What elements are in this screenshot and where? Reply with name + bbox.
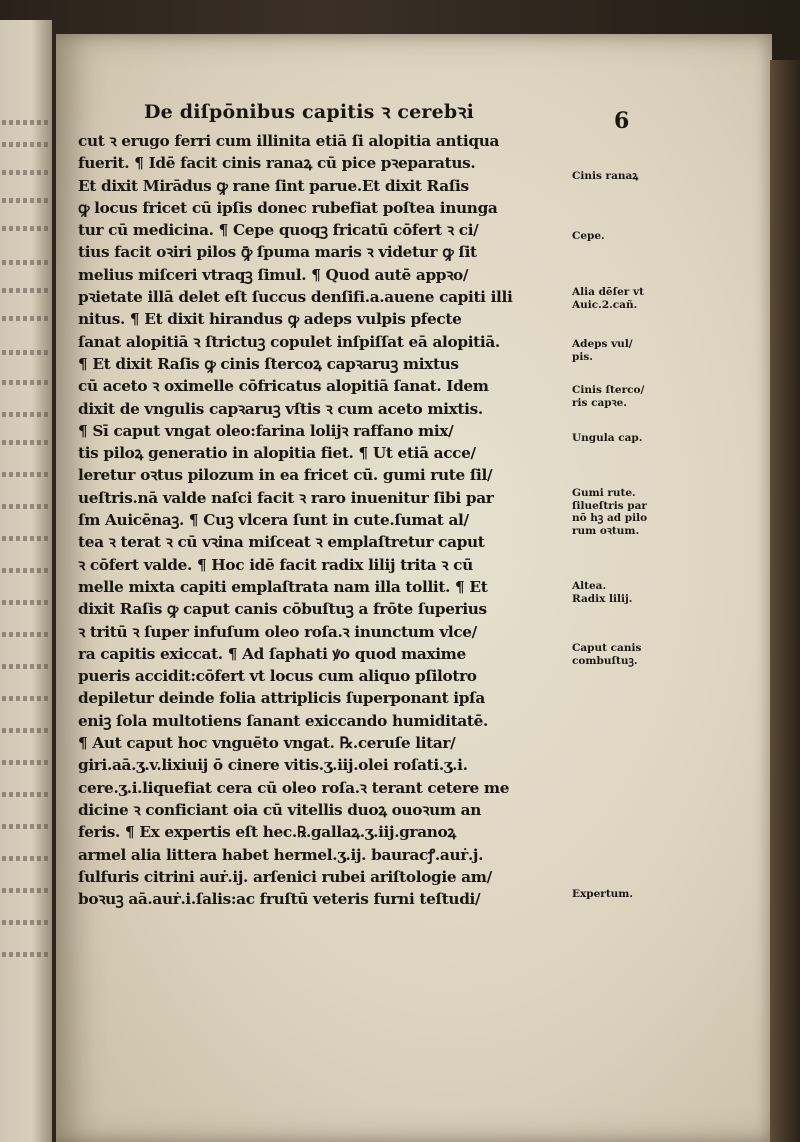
text-line: dixit Raſis ꝙ caput canis cōbuſtuꝫ a frōte ſuperius bbox=[78, 600, 487, 619]
margin-note bbox=[572, 642, 692, 667]
text-line: ꝛ cōfert valde. ¶ Hoc idē facit radix lilij trita ꝛ cū bbox=[78, 555, 473, 574]
margin-note bbox=[572, 432, 692, 445]
text-line: ꝙ locus fricet cū ipſis donec rubefiat poſtea inunga bbox=[78, 198, 498, 217]
text-line: dicine ꝛ conficiant oia cū vitellis duoꝝ ouoꝛum an bbox=[78, 800, 481, 819]
main-text-block bbox=[78, 130, 570, 910]
text-line: tur cū medicina. ¶ Cepe quoqꝫ fricatū cōfert ꝛ ci/ bbox=[78, 221, 479, 240]
margin-note-line: rum oꝛtum. bbox=[572, 524, 640, 537]
margin-note-line: Caput canis bbox=[572, 642, 642, 654]
text-line: giri.aā.ʒ.v.lixiuij ō cinere vitis.ʒ.iij.olei roſati.ʒ.i. bbox=[78, 756, 468, 775]
margin-note bbox=[572, 170, 692, 183]
margin-note-line: Adeps vul/ bbox=[572, 338, 633, 350]
margin-note-line: Cinis ranaꝝ bbox=[572, 170, 639, 182]
text-line: ¶ Et dixit Raſis ꝙ cinis ſtercoꝝ capꝛaruꝫ mixtus bbox=[78, 354, 459, 373]
margin-note bbox=[572, 384, 692, 409]
text-line: tius facit oꝛiri pilos ꝙ̄ ſpuma maris ꝛ videtur ꝙ ſit bbox=[78, 243, 477, 262]
text-line: fuerit. ¶ Idē facit cinis ranaꝝ cū pice pꝛeparatus. bbox=[78, 154, 476, 173]
margin-note bbox=[572, 888, 692, 901]
margin-note bbox=[572, 230, 692, 243]
text-line: ra capitis exiccat. ¶ Ad ſaphati ꝟo quod maxime bbox=[78, 644, 466, 663]
text-line: Et dixit Mirādus ꝙ rane ſint parue.Et dixit Raſis bbox=[78, 176, 469, 195]
running-title: De diſpōnibus capitis ꝛ cerebꝛi bbox=[144, 101, 475, 123]
page-header bbox=[138, 98, 638, 126]
text-line: ¶ Sī caput vngat oleo:farina lolijꝛ raffano mix/ bbox=[78, 421, 454, 440]
margin-note-line: Altea. bbox=[572, 580, 607, 592]
text-line: cū aceto ꝛ oximelle cōfricatus alopitiā ſanat. Idem bbox=[78, 377, 489, 396]
margin-note bbox=[572, 286, 692, 311]
text-line: tis piloꝝ generatio in alopitia fiet. ¶ Ut etiā acce/ bbox=[78, 444, 476, 463]
text-line: ſanat alopitiā ꝛ ſtrictuꝫ copulet inſpiſſat eā alopitiā. bbox=[78, 332, 500, 351]
text-line: feris. ¶ Ex expertis eſt hec.℞.gallaꝝ.ʒ.iij.granoꝝ bbox=[78, 823, 456, 842]
margin-note-line: Ungula cap. bbox=[572, 432, 643, 444]
margin-note-line: Cinis ſterco/ bbox=[572, 384, 645, 396]
margin-note bbox=[572, 580, 692, 605]
text-line: melle mixta capiti emplaſtrata nam illa tollit. ¶ Et bbox=[78, 577, 488, 596]
margin-note-line: ſilueſtris par bbox=[572, 499, 647, 512]
margin-note-line: Radix lilij. bbox=[572, 592, 633, 605]
text-line: ſulfuris citrini auṙ.ij. arſenici rubei ariſtologie am/ bbox=[78, 867, 492, 886]
text-line: nitus. ¶ Et dixit hirandus ꝙ adeps vulpis pfecte bbox=[78, 310, 462, 329]
margin-note-line: Cepe. bbox=[572, 230, 605, 242]
text-line: pueris accidit:cōfert vt locus cum aliquo pſilotro bbox=[78, 667, 477, 686]
text-line: eniꝫ ſola multotiens ſanant exiccando humiditatē. bbox=[78, 711, 488, 730]
margin-note bbox=[572, 338, 692, 363]
folio-number: 6 bbox=[614, 108, 630, 134]
text-line: tea ꝛ terat ꝛ cū vꝛina miſceat ꝛ emplaſtretur caput bbox=[78, 533, 485, 552]
margin-note-line: combuſtuꝫ. bbox=[572, 654, 638, 667]
text-line: pꝛietate illā delet eſt ſuccus denſifi.a.auene capiti illi bbox=[78, 288, 513, 307]
text-line: ¶ Aut caput hoc vnguēto vngat. ℞.ceruſe litar/ bbox=[78, 734, 456, 753]
margin-note-line: Gumi rute. bbox=[572, 487, 636, 499]
margin-note-line: Alia dēſer vt bbox=[572, 286, 644, 298]
text-line: melius miſceri vtraqꝫ ſimul. ¶ Quod autē appꝛo/ bbox=[78, 265, 469, 284]
margin-note-line: Expertum. bbox=[572, 888, 634, 900]
margin-note-line: Auic.2.cañ. bbox=[572, 298, 638, 311]
text-line: boꝛuꝫ aā.auṙ.i.ſalis:ac fruſtū veteris furni teſtudi/ bbox=[78, 890, 481, 909]
text-line: armel alia littera habet hermel.ʒ.ij. bauracꝭ.auṙ.j. bbox=[78, 845, 484, 864]
margin-note-line: nō hꝫ ad pilo bbox=[572, 512, 648, 524]
text-line: leretur oꝛtus pilozum in ea fricet cū. gumi rute ſil/ bbox=[78, 466, 493, 485]
text-line: cere.ʒ.i.liquefiat cera cū oleo roſa.ꝛ terant cetere me bbox=[78, 778, 510, 797]
margin-note-line: pis. bbox=[572, 350, 593, 363]
margin-note-line: ris capꝛe. bbox=[572, 396, 627, 409]
text-line: ſm Auicēnaꝫ. ¶ Cuꝫ vlcera ſunt in cute.ſumat al/ bbox=[78, 511, 469, 530]
text-line: cut ꝛ erugo ferri cum illinita etiā ſi alopitia antiqua bbox=[78, 132, 500, 150]
margin-note bbox=[572, 487, 692, 537]
text-line: dixit de vngulis capꝛaruꝫ vſtis ꝛ cum aceto mixtis. bbox=[78, 399, 483, 418]
text-line: ueſtris.nā valde naſci facit ꝛ raro inuenitur ſibi par bbox=[78, 488, 494, 507]
text-line: depiletur deinde folia attriplicis ſuperponant ipſa bbox=[78, 689, 485, 708]
page-edge-shadow bbox=[770, 60, 800, 1142]
text-line: ꝛ tritū ꝛ ſuper infuſum oleo roſa.ꝛ inunctum vlce/ bbox=[78, 622, 477, 641]
previous-page-edge bbox=[0, 20, 52, 1142]
